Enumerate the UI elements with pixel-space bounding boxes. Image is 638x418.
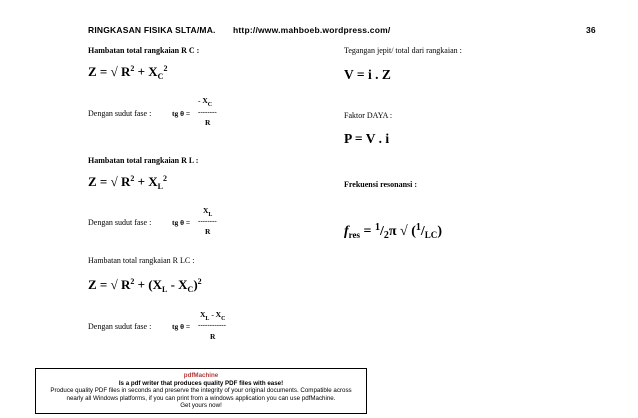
- page-number: 36: [586, 25, 596, 35]
- pdfmachine-tagline: Is a pdf writer that produces quality PDF files with ease!: [118, 379, 284, 387]
- header-title: RINGKASAN FISIKA SLTA/MA.: [88, 25, 216, 35]
- voltage-label: Tegangan jepit/ total dari rangkaian :: [344, 46, 462, 55]
- rl-impedance-formula: Z = √ $R^2 + X_L^2$: [88, 174, 167, 191]
- resonance-label: Frekuensi resonansi :: [344, 180, 418, 189]
- pdfmachine-line1: Produce quality PDF files in seconds and preserve the integrity of your original documents. Compatible across: [50, 387, 352, 394]
- pdfmachine-brand: pdfMachine: [183, 372, 219, 379]
- voltage-formula: V = i . Z: [344, 67, 391, 82]
- rc-tg: tg θ =: [172, 109, 191, 118]
- rc-fraction-bar: --------: [198, 108, 217, 116]
- rlc-numerator: $X_L - X_C$: [200, 310, 226, 322]
- rlc-heading: Hambatan total rangkaian R LC :: [88, 256, 195, 265]
- rl-fraction-bar: --------: [198, 217, 217, 225]
- rlc-denominator: R: [210, 332, 216, 341]
- rl-tg: tg θ =: [172, 218, 191, 227]
- power-formula: P = V . i: [344, 131, 390, 146]
- pdfmachine-ad-box[interactable]: [35, 368, 367, 414]
- header-url[interactable]: http://www.mahboeb.wordpress.com/: [233, 25, 391, 35]
- rl-phase-label: Dengan sudut fase :: [88, 218, 152, 227]
- rl-heading: Hambatan total rangkaian R L :: [88, 156, 199, 165]
- pdfmachine-line3: Get yours now!: [180, 402, 222, 409]
- rlc-fraction-bar: ------------: [198, 321, 226, 329]
- pdfmachine-line2: nearly all Windows platforms, if you can print from a windows application you can use pdfMachine.: [66, 394, 336, 402]
- power-label: Faktor DAYA :: [344, 111, 393, 120]
- rc-phase-label: Dengan sudut fase :: [88, 109, 152, 118]
- rlc-impedance-formula: Z = √ $R^2 + (X_L - X_C)^2$: [88, 277, 202, 294]
- rlc-tg: tg θ =: [172, 322, 191, 331]
- rc-heading: Hambatan total rangkaian R C :: [88, 46, 200, 55]
- resonance-formula: $f_{res} = ^1/_2\pi$ √ $(^1/_{LC})$: [344, 222, 442, 241]
- rlc-phase-label: Dengan sudut fase :: [88, 322, 152, 331]
- rc-impedance-formula: Z = √ $R^2 + X_C^2$: [88, 64, 168, 81]
- rc-denominator: R: [205, 118, 211, 127]
- rc-numerator: - $X_C$: [198, 96, 213, 108]
- rl-denominator: R: [205, 227, 211, 236]
- rl-numerator: $X_L$: [203, 206, 213, 218]
